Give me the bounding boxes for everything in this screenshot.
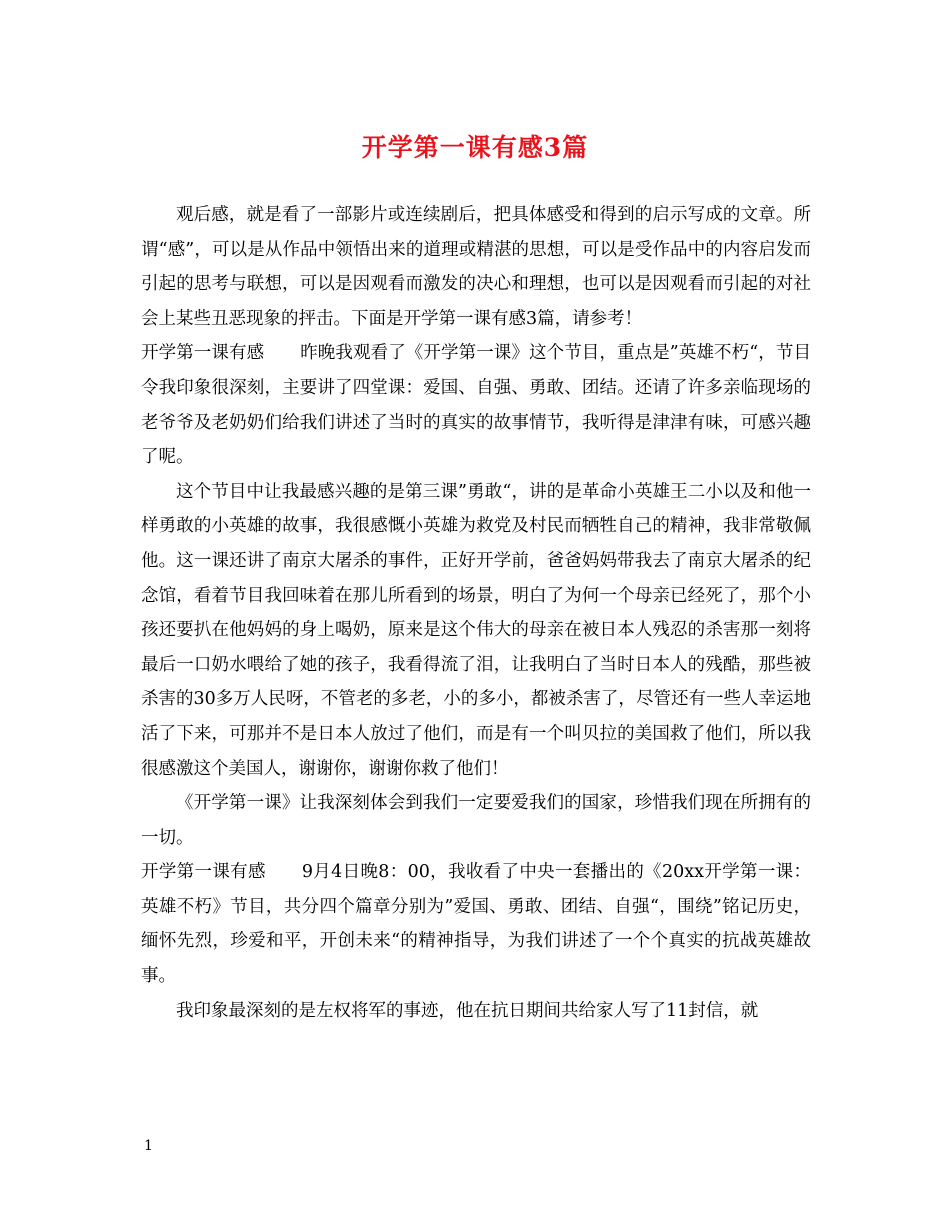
intro-paragraph: 观后感，就是看了一部影片或连续剧后，把具体感受和得到的启示写成的文章。所谓“感”，可以是从作品中领悟出来的道理或精湛的思想，可以是受作品中的内容启发而引起的思考与联想，可以是因观看而激发的决心和理想，也可以是因观看而引起的对社会上某些丑恶现象的抨击。下面是开学第一课有感3篇，请参考！ — [141, 205, 811, 329]
section-label: 开学第一课有感 — [141, 862, 266, 883]
document-title: 开学第一课有感3篇 — [361, 133, 589, 162]
section-paragraph-2 — [141, 855, 811, 993]
section-paragraph-1 — [141, 336, 811, 474]
page-number: 1 — [144, 1138, 153, 1154]
body-paragraph: 我印象最深刻的是左权将军的事迹，他在抗日期间共给家人写了11封信，就 — [176, 1000, 759, 1021]
section-label: 开学第一课有感 — [141, 343, 265, 364]
body-paragraph: 《开学第一课》让我深刻体会到我们一定要爱我们的国家，珍惜我们现在所拥有的一切。 — [141, 793, 811, 848]
section-text: 昨晚我观看了《开学第一课》这个节目，重点是”英雄不朽“，节目令我印象很深刻，主要讲了四堂课：爱国、自强、勇敢、团结。还请了许多亲临现场的老爷爷及老奶奶们给我们讲述了当时的真实的故事情节，我听得是津津有味，可感兴趣了呢。 — [141, 343, 811, 468]
body-paragraph: 这个节目中让我最感兴趣的是第三课”勇敢“，讲的是革命小英雄王二小以及和他一样勇敢的小英雄的故事，我很感慨小英雄为救党及村民而牺牲自己的精神，我非常敬佩他。这一课还讲了南京大屠杀的事件，正好开学前，爸爸妈妈带我去了南京大屠杀的纪念馆，看着节目我回味着在那儿所看到的场景，明白了为何一个母亲已经死了，那个小孩还要扒在他妈妈的身上喝奶，原来是这个伟大的母亲在被日本人残忍的杀害那一刻将最后一口奶水喂给了她的孩子，我看得流了泪，让我明白了当时日本人的残酷，那些被杀害的30多万人民呀，不管老的多老，小的多小，都被杀害了，尽管还有一些人幸运地活了下来，可那并不是日本人放过了他们，而是有一个叫贝拉的美国救了他们，所以我很感激这个美国人，谢谢你，谢谢你救了他们！ — [141, 481, 811, 779]
document-body — [141, 198, 811, 1028]
section-text: 9月4日晚8：00，我收看了中央一套播出的《20xx开学第一课：英雄不朽》节目，共分四个篇章分别为”爱国、勇敢、团结、自强“，围绕”铭记历史，缅怀先烈，珍爱和平，开创未来“的精神指导，为我们讲述了一个个真实的抗战英雄故事。 — [141, 862, 812, 987]
